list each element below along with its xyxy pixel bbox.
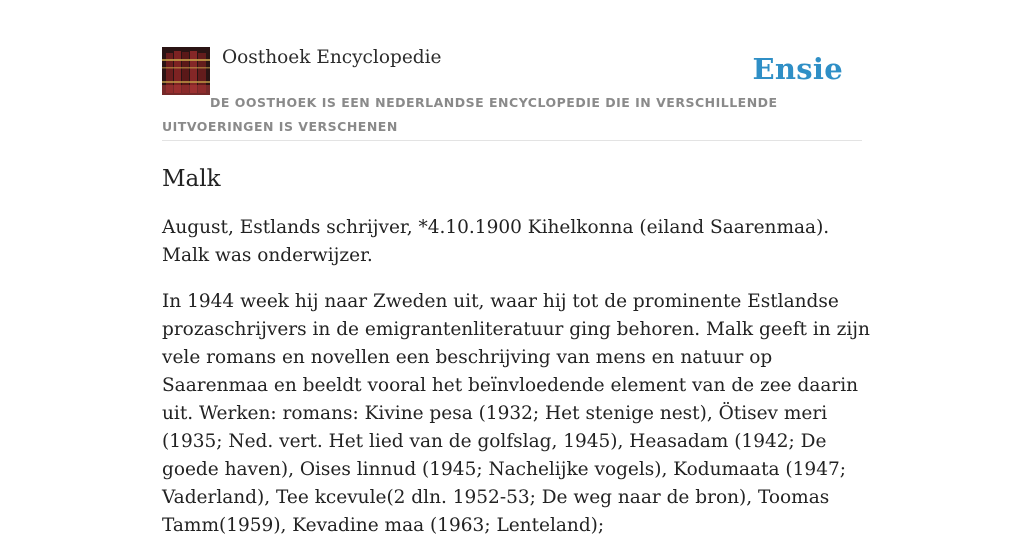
article-paragraph-1: August, Estlands schrijver, *4.10.1900 Kihelkonna (eiland Saarenmaa). Malk was onderwijzer. [162,217,830,266]
book-spines-icon [162,47,210,95]
brand-logo-link[interactable]: Ensie [752,52,843,86]
site-title[interactable]: Oosthoek Encyclopedie [222,47,442,68]
site-logo-avatar[interactable] [162,47,210,95]
article [162,162,870,540]
article-title: Malk [162,166,221,192]
site-header [162,46,862,141]
site-tagline: DE OOSTHOEK IS EEN NEDERLANDSE ENCYCLOPEDIE DIE IN VERSCHILLENDE UITVOERINGEN IS VERSCHENEN [162,95,778,134]
article-paragraph-2: In 1944 week hij naar Zweden uit, waar hij tot de prominente Estlandse prozaschrijvers in de emigrantenliteratuur ging behoren. Malk geeft in zijn vele romans en novellen een beschrijving van mens en natuur op Saarenmaa en beeldt vooral het beïnvloedende element van de zee daarin uit. Werken: romans: Kivine pesa (1932; Het stenige nest), Ötisev meri (1935; Ned. vert. Het lied van de golfslag, 1945), Heasadam (1942; De goede haven), Oises linnud (1945; Nachelijke vogels), Kodumaata (1947; Vaderland), Tee kcevule(2 dln. 1952-53; De weg naar de bron), Toomas Tamm(1959), Kevadine maa (1963; Lenteland); [162,291,870,536]
